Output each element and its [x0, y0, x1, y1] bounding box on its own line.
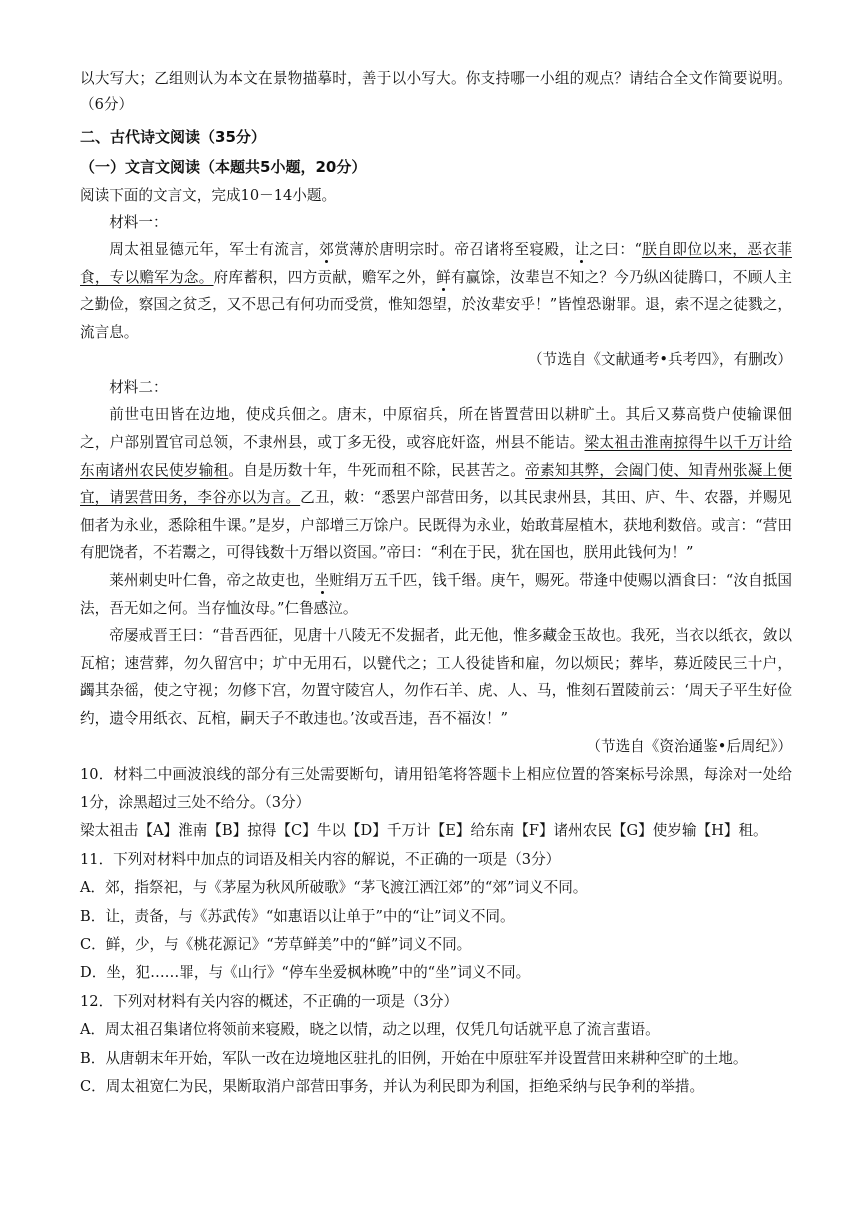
text-segment: 之曰：“ — [589, 241, 642, 258]
question-11-option-a: A．郊，指祭祀，与《茅屋为秋风所破歌》“茅飞渡江洒江郊”的“郊”词义不同。 — [80, 879, 588, 897]
dotted-word-zuo: 坐 — [314, 571, 330, 589]
underlined-sentence: 朕自即位以来，恶衣菲食，专以赡军为念。 — [80, 241, 792, 286]
material-two-label: 材料二： — [109, 379, 168, 397]
dotted-word-xian: 鲜 — [436, 268, 451, 286]
text-segment: 乙丑，敕：“悉罢户部营田务，以其民隶州县，其田、庐、牛、农器，并赐见佃者为永业，悉除租牛课。”是岁，户部增三万馀户。民既得为永业，始敢葺屋植木，获地利数倍。或言：“营田有肥饶者，不若鬻之，可得钱数十万缗以资国。”帝曰：“利在于民，犹在国也，朕用此钱何为！” — [80, 489, 792, 562]
section-title: 二、古代诗文阅读（35分） — [80, 128, 266, 146]
text-segment: 府库蓄积，四方贡献，赡军之外， — [213, 268, 437, 286]
question-12-option-c: C．周太祖宽仁为民，果断取消户部营田事务，并认为利民即为利国，拒绝采纳与民争利的举措。 — [80, 1077, 705, 1095]
previous-question-continuation: 以大写大；乙组则认为本文在景物描摹时，善于以小写大。你支持哪一小组的观点？请结合全文作简要说明。（6分） — [80, 70, 792, 113]
subsection-title: （一）文言文阅读（本题共5小题，20分） — [80, 158, 367, 176]
text-segment: 赏薄於唐明宗时。帝召诸将至寝殿， — [334, 241, 575, 258]
question-11-option-b: B．让，责备，与《苏武传》“如惠语以让单于”中的“让”词义不同。 — [80, 907, 515, 925]
question-12-option-b: B．从唐朝末年开始，军队一改在边境地区驻扎的旧例，开始在中原驻军并设置营田来耕种空旷的土地。 — [80, 1049, 748, 1067]
material-two-paragraph-1 — [80, 401, 792, 567]
question-11-option-d: D．坐，犯……罪，与《山行》“停车坐爱枫林晚”中的“坐”词义不同。 — [80, 964, 531, 982]
text-segment: 赃绢万五千匹，钱千缗。庚午，赐死。带逢中使赐以酒食曰：“汝自抵国法，吾无如之何。当存恤汝母。”仁鲁感泣。 — [80, 571, 792, 617]
question-12-option-a: A．周太祖召集诸位将领前来寝殿，晓之以情，动之以理，仅凭几句话就平息了流言蜚语。 — [80, 1021, 660, 1039]
text-segment: 。自是历数十年，牛死而租不除，民甚苦之。 — [228, 461, 526, 479]
question-11-option-c: C．鲜，少，与《桃花源记》“芳草鲜美”中的“鲜”词义不同。 — [80, 935, 472, 953]
question-11-stem: 11．下列对材料中加点的词语及相关内容的解说，不正确的一项是（3分） — [80, 850, 561, 868]
dotted-word-rang: 让 — [574, 241, 590, 258]
text-segment: 前世屯田皆在边地，使戍兵佃之。唐末，中原宿兵，所在皆置营田以耕旷土。其后又募高赀户使输课佃之，户部别置官司总领，不隶州县，或丁多无役，或容庇奸盗，州县不能诘。 — [80, 406, 792, 451]
material-one-source: （节选自《文献通考•兵考四》，有删改） — [528, 351, 792, 369]
material-one-paragraph — [80, 236, 792, 346]
text-segment: 周太祖显德元年，军士有流言， — [109, 241, 320, 258]
material-two-source: （节选自《资治通鉴•后周纪》） — [586, 737, 792, 755]
wavy-underlined-sentence: 梁太祖击淮南掠得牛以千万计给东南诸州农民使岁输租 — [80, 433, 792, 479]
dotted-word-jiao: 郊 — [319, 241, 335, 258]
reading-instruction: 阅读下面的文言文，完成10－14小题。 — [80, 187, 337, 204]
underlined-sentence: 帝素知其弊，会阖门使、知青州张凝上便宜，请罢营田务，李谷亦以为言。 — [80, 461, 792, 507]
text-segment: 莱州刺史叶仁鲁，帝之故吏也， — [109, 571, 315, 589]
material-two-paragraph-2 — [80, 567, 792, 622]
question-10-punctuation-line: 梁太祖击【A】淮南【B】掠得【C】牛以【D】千万计【E】给东南【F】诸州农民【G】使岁输【H】租。 — [80, 822, 768, 840]
question-12-stem: 12．下列对材料有关内容的概述，不正确的一项是（3分） — [80, 992, 459, 1010]
material-one-label: 材料一： — [109, 214, 168, 231]
question-10-stem: 10．材料二中画波浪线的部分有三处需要断句，请用铅笔将答题卡上相应位置的答案标号涂黑，每涂对一处给1分，涂黑超过三处不给分。（3分） — [80, 765, 792, 811]
material-two-paragraph-3: 帝屡戒晋王曰：“昔吾西征，见唐十八陵无不发掘者，此无他，惟多藏金玉故也。我死，当衣以纸衣，敛以瓦棺；速营葬，勿久留宫中；圹中无用石，以甓代之；工人役徒皆和雇，勿以烦民；葬毕，募近陵民三十户，蠲其杂徭，使之守视；勿修下宫，勿置守陵宫人，勿作石羊、虎、人、马，惟刻石置陵前云：‘周天子平生好俭约，遗令用纸衣、瓦棺，嗣天子不敢违也。’汝或吾违，吾不福汝！” — [80, 627, 792, 727]
text-segment: 有赢馀，汝辈岂不知之？今乃纵凶徒腾口，不顾人主之勤俭，察国之贫乏，又不思己有何功而受赏，惟知怨望，於汝辈安乎！”皆惶恐谢罪。退，索不逞之徒戮之，流言息。 — [80, 268, 792, 341]
